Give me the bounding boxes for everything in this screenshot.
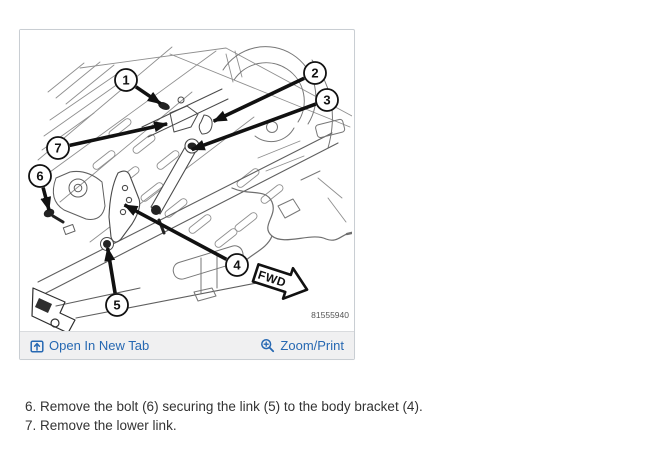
svg-text:7: 7 (54, 140, 62, 156)
callout-5 (106, 294, 128, 316)
bolt-6 (42, 207, 63, 222)
callout-arrow-5 (108, 248, 116, 293)
figure-footer (20, 331, 354, 359)
callout-4 (226, 254, 248, 276)
svg-text:5: 5 (113, 297, 121, 313)
callout-6 (29, 165, 51, 187)
open-in-new-tab-label: Open In New Tab (49, 338, 150, 353)
fwd-label: FWD (256, 267, 288, 290)
svg-text:3: 3 (323, 92, 331, 108)
figure-number: 81555940 (311, 310, 349, 320)
open-in-new-tab-icon (30, 339, 44, 353)
callout-arrow-6 (43, 188, 49, 211)
callout-1 (115, 69, 137, 91)
fwd-arrow (251, 258, 312, 305)
callout-7 (47, 137, 69, 159)
instruction-step-7: 7. Remove the lower link. (25, 418, 177, 433)
callout-arrow-1 (136, 87, 161, 104)
instruction-steps (25, 397, 423, 435)
underbody-diagram (20, 30, 352, 331)
instruction-step-6: 6. Remove the bolt (6) securing the link (5) to the body bracket (4). (25, 399, 423, 414)
open-in-new-tab-link[interactable] (30, 338, 149, 353)
svg-text:2: 2 (311, 65, 319, 81)
callout-2 (304, 62, 326, 84)
svg-text:4: 4 (233, 257, 241, 273)
svg-text:6: 6 (36, 168, 44, 184)
zoom-print-label: Zoom/Print (280, 338, 344, 353)
callout-3 (316, 89, 338, 111)
zoom-print-icon (260, 338, 275, 353)
figure-panel (19, 29, 355, 360)
zoom-print-link[interactable] (260, 338, 344, 353)
svg-text:1: 1 (122, 72, 130, 88)
